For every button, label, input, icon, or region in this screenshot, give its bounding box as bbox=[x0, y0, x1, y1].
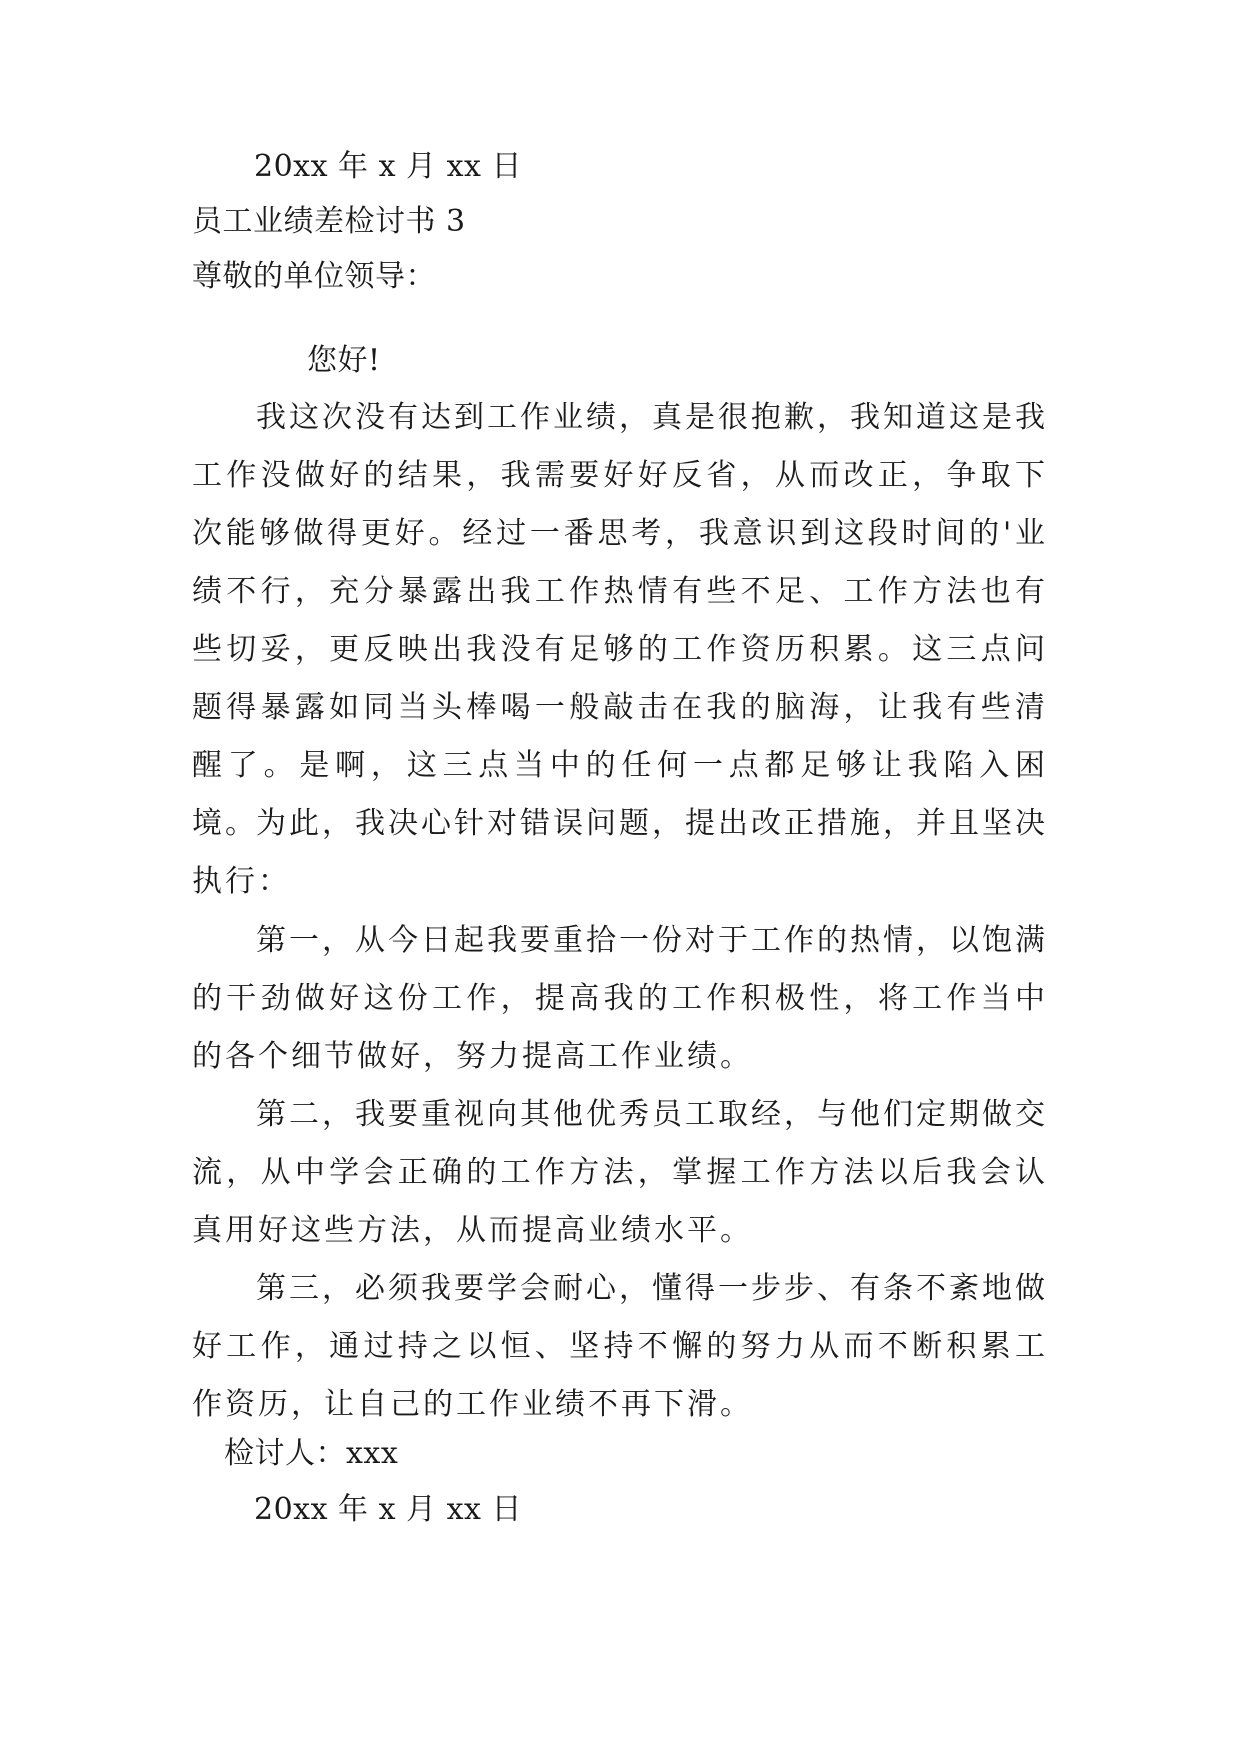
date-top: 20xx 年 x 月 xx 日 bbox=[254, 149, 522, 184]
signer: 检讨人：xxx bbox=[224, 1436, 399, 1471]
document-title: 员工业绩差检讨书 3 bbox=[192, 204, 466, 239]
body-paragraph-5: 第三，必须我要学会耐心，懂得一步步、有条不紊地做好工作，通过持之以恒、坚持不懈的努力从而不断积累工作资历，让自己的工作业绩不再下滑。 bbox=[192, 1271, 1048, 1422]
body-paragraph-4: 第二，我要重视向其他优秀员工取经，与他们定期做交流，从中学会正确的工作方法，掌握工作方法以后我会认真用好这些方法，从而提高业绩水平。 bbox=[192, 1097, 1048, 1248]
body-paragraph-3: 第一，从今日起我要重拾一份对于工作的热情，以饱满的干劲做好这份工作，提高我的工作积极性，将工作当中的各个细节做好，努力提高工作业绩。 bbox=[192, 923, 1048, 1074]
body-paragraph-1: 我这次没有达到工作业绩，真是很抱歉，我知道这是我工作没做好的结果，我需要好好反省，从而改正，争取下次能够做得更好。经过一番思考，我意识到这段时间的'业绩不行，充分暴露出我工作热情有些不足、工作方法也有些切妥，更反映出我没有足够的工作资历积累。这三点问题得暴露如同当头棒喝一般敲击在我的脑海，让我有些清醒了。是啊，这三点当中的任何一点都足够让我陷入困境。 bbox=[192, 400, 1048, 841]
body-paragraph-2: 为此，我决心针对错误问题，提出改正措施，并且坚决执行： bbox=[192, 806, 1048, 899]
greeting: 您好! bbox=[307, 343, 381, 378]
date-bottom: 20xx 年 x 月 xx 日 bbox=[254, 1492, 522, 1527]
salutation: 尊敬的单位领导： bbox=[192, 259, 436, 294]
